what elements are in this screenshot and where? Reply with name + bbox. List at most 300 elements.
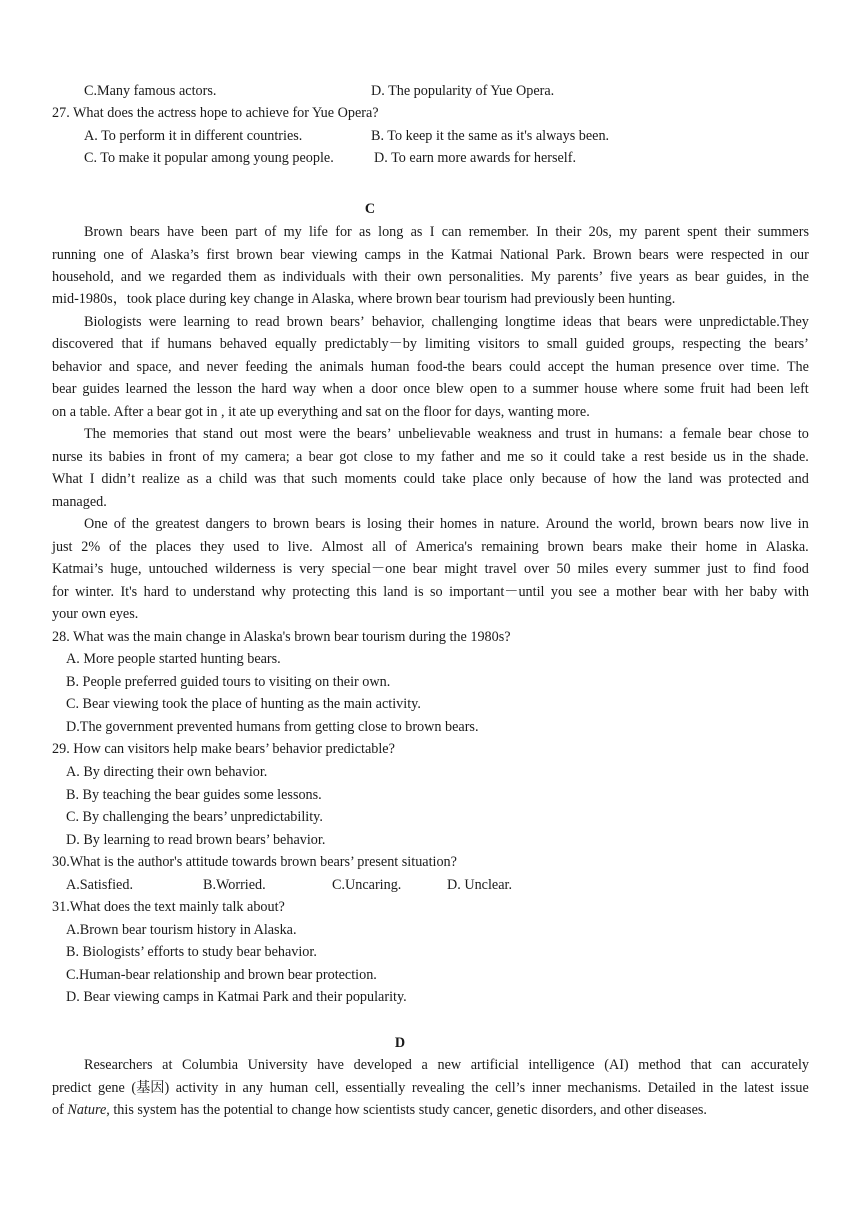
word: space, <box>136 359 172 375</box>
word: every <box>615 561 648 577</box>
word: limiting <box>425 336 470 352</box>
word: bears’ <box>356 426 392 442</box>
word: a <box>358 381 366 397</box>
word: longtime <box>504 314 556 330</box>
word: it <box>549 449 558 465</box>
word: I <box>89 471 95 487</box>
word: why <box>261 584 286 600</box>
word: gene <box>97 1080 125 1096</box>
justified-line <box>52 266 809 288</box>
word: her <box>725 584 744 600</box>
word: land <box>383 584 408 600</box>
word: protected <box>728 471 782 487</box>
justified-line <box>84 1054 809 1076</box>
word: if <box>150 336 160 352</box>
word: their <box>407 516 434 532</box>
word: were <box>664 314 692 330</box>
word: open <box>469 381 498 397</box>
passage-d-line3-pre: of <box>52 1102 68 1118</box>
word: could <box>509 359 541 375</box>
word: Alaska. <box>765 539 809 555</box>
word: learned <box>125 381 168 397</box>
word: predict <box>52 1080 92 1096</box>
word: just <box>707 561 728 577</box>
justified-line <box>52 244 809 266</box>
word: me <box>506 449 525 465</box>
q29-option-b: B. By teaching the bear guides some lessons. <box>66 787 322 803</box>
passage-c-p1-line1 <box>84 221 809 243</box>
word: developed <box>353 1057 412 1073</box>
q27-stem: 27. What does the actress hope to achieve for Yue Opera? <box>52 105 379 121</box>
word: Brown <box>84 224 123 240</box>
q28-stem: 28. What was the main change in Alaska's brown bear tourism during the 1980s? <box>52 629 511 645</box>
word: in <box>732 449 744 465</box>
word: groups, <box>632 336 675 352</box>
q29-option-a: A. By directing their own behavior. <box>66 764 268 780</box>
word: in <box>224 1080 236 1096</box>
word: protecting <box>292 584 350 600</box>
word: discovered <box>52 336 114 352</box>
word: a <box>205 471 212 487</box>
word: respecting <box>682 336 741 352</box>
word: of <box>202 449 215 465</box>
word: household, <box>52 269 114 285</box>
word: were <box>148 314 177 330</box>
word: (基因) <box>131 1080 170 1096</box>
passage-c-p2-line1 <box>84 311 809 333</box>
word: spent <box>687 224 718 240</box>
word: mother <box>615 584 657 600</box>
word: very <box>299 561 325 577</box>
word: and <box>178 359 200 375</box>
word: was <box>699 471 722 487</box>
word: in <box>151 449 163 465</box>
word: parent <box>644 224 680 240</box>
word: shade. <box>772 449 809 465</box>
word: small <box>546 336 578 352</box>
q31-option-b: B. Biologists’ efforts to study bear behavior. <box>66 944 317 960</box>
word: could <box>403 471 436 487</box>
word: predictably－by <box>324 336 417 352</box>
word: house <box>584 381 618 397</box>
word: as <box>676 269 688 285</box>
word: is <box>351 516 361 532</box>
word: is <box>414 584 424 600</box>
word: years <box>639 269 670 285</box>
word: where <box>623 381 659 397</box>
word: to <box>175 584 187 600</box>
word: places <box>155 539 192 555</box>
word: method <box>638 1057 681 1073</box>
word: Columbia <box>182 1057 239 1073</box>
word: bears <box>315 516 346 532</box>
word: take <box>441 471 466 487</box>
word: now <box>739 516 765 532</box>
word: been <box>201 224 228 240</box>
word: miles <box>577 561 609 577</box>
word: a <box>669 426 676 442</box>
word: read <box>255 314 280 330</box>
q30-option-c: C.Uncaring. <box>332 877 402 893</box>
word: beside <box>670 449 707 465</box>
word: What <box>52 471 83 487</box>
word: as <box>263 269 276 285</box>
word: some <box>664 381 695 397</box>
word: its <box>89 449 103 465</box>
q28-option-b: B. People preferred guided tours to visiting on their own. <box>66 674 391 690</box>
word: the <box>591 359 609 375</box>
word: the <box>294 359 313 375</box>
q31-option-c: C.Human-bear relationship and brown bear protection. <box>66 967 377 983</box>
word: guided <box>585 336 625 352</box>
word: Park. <box>556 247 586 263</box>
word: remember. <box>468 224 529 240</box>
word: human <box>615 359 655 375</box>
word: so <box>430 584 443 600</box>
word: way <box>292 381 317 397</box>
word: bears <box>471 359 502 375</box>
word: revealing <box>411 1080 465 1096</box>
passage-c-p4-line2 <box>52 536 809 558</box>
word: camps <box>364 247 401 263</box>
word: never <box>206 359 239 375</box>
word: have <box>167 224 194 240</box>
justified-line <box>52 446 809 468</box>
word: and <box>108 359 130 375</box>
word: mechanisms. <box>567 1080 642 1096</box>
word: place <box>472 471 503 487</box>
word: you <box>550 584 573 600</box>
word: homes <box>440 516 478 532</box>
word: bear <box>727 426 753 442</box>
passage-c-p3-line1 <box>84 423 809 445</box>
passage-c-p3-line2 <box>52 446 809 468</box>
word: that <box>283 471 305 487</box>
word: running <box>52 247 97 263</box>
word: America's <box>415 539 473 555</box>
word: didn’t <box>101 471 136 487</box>
word: the <box>238 381 256 397</box>
word: own <box>417 269 442 285</box>
passage-c-p3-line3 <box>52 468 809 490</box>
word: parents’ <box>557 269 604 285</box>
passage-c-p4-line4 <box>52 581 809 603</box>
word: guides <box>82 381 120 397</box>
word: to <box>503 381 515 397</box>
word: could <box>563 449 596 465</box>
word: brown <box>547 539 584 555</box>
word: in <box>408 247 420 263</box>
passage-d-line1 <box>84 1054 809 1076</box>
q28-option-a: A. More people started hunting bears. <box>66 651 281 667</box>
word: front <box>168 449 197 465</box>
word: world, <box>618 516 656 532</box>
word: in <box>483 516 495 532</box>
word: Katmai’s <box>52 561 104 577</box>
word: the <box>595 516 613 532</box>
word: memories <box>112 426 169 442</box>
word: nature. <box>500 516 540 532</box>
word: brown <box>272 516 310 532</box>
word: intelligence <box>528 1057 595 1073</box>
q27-option-b: B. To keep it the same as it's always been. <box>371 128 610 144</box>
q27-option-a: A. To perform it in different countries. <box>84 128 303 144</box>
word: accept <box>547 359 585 375</box>
word: untouched <box>148 561 208 577</box>
section-d-title: D <box>394 1035 406 1051</box>
word: visitors <box>478 336 520 352</box>
word: of <box>264 224 277 240</box>
word: animals <box>319 359 364 375</box>
word: that <box>175 426 197 442</box>
word: 20s, <box>588 224 612 240</box>
word: the <box>129 539 147 555</box>
word: land <box>668 471 693 487</box>
word: bear <box>694 269 720 285</box>
word: One <box>84 516 108 532</box>
word: summers <box>757 224 809 240</box>
word: winter. <box>74 584 114 600</box>
word: left <box>789 381 809 397</box>
word: used <box>233 539 260 555</box>
word: In <box>536 224 549 240</box>
passage-c-p2-line3 <box>52 356 809 378</box>
word: personalities. <box>448 269 524 285</box>
word: a <box>296 449 303 465</box>
word: behaved <box>219 336 267 352</box>
word: a <box>631 449 638 465</box>
word: child <box>218 471 248 487</box>
word: that <box>598 314 621 330</box>
word: and <box>480 449 501 465</box>
word: when <box>322 381 353 397</box>
word: might <box>444 561 478 577</box>
word: to <box>734 561 746 577</box>
word: equally <box>275 336 317 352</box>
word: bear <box>279 247 305 263</box>
word: baby <box>749 584 778 600</box>
word: five <box>610 269 633 285</box>
word: for <box>52 584 69 600</box>
passage-c-p4-line1 <box>84 513 809 535</box>
word: humans <box>167 336 212 352</box>
word: any <box>242 1080 264 1096</box>
word: essentially <box>345 1080 406 1096</box>
word: My <box>530 269 551 285</box>
word: over <box>718 359 744 375</box>
q27-option-d: D. To earn more awards for herself. <box>374 150 577 166</box>
word: with <box>783 584 809 600</box>
word: my <box>416 449 435 465</box>
word: how <box>612 471 637 487</box>
word: the <box>131 516 150 532</box>
word: and <box>120 269 142 285</box>
justified-line <box>84 311 809 333</box>
word: close <box>363 449 393 465</box>
word: had <box>730 381 752 397</box>
q31-option-d: D. Bear viewing camps in Katmai Park and their popularity. <box>66 989 407 1005</box>
word: Biologists <box>84 314 142 330</box>
word: trust <box>565 426 591 442</box>
word: Around <box>545 516 589 532</box>
word: summer <box>654 561 700 577</box>
word: food <box>782 561 809 577</box>
word: door <box>371 381 398 397</box>
word: bears <box>592 539 623 555</box>
word: the <box>643 471 662 487</box>
passage-c-p4-line3 <box>52 558 809 580</box>
word: artificial <box>470 1057 519 1073</box>
word: dangers <box>205 516 250 532</box>
word: babies <box>108 449 145 465</box>
passage-c-p2-line4 <box>52 378 809 400</box>
word: to <box>237 314 249 330</box>
word: ideas <box>562 314 592 330</box>
word: father <box>440 449 474 465</box>
word: have <box>317 1057 344 1073</box>
justified-line <box>52 581 809 603</box>
word: special－one <box>331 561 406 577</box>
word: and <box>538 426 559 442</box>
q28-option-d: D.The government prevented humans from getting close to brown bears. <box>66 719 479 735</box>
word: for <box>335 224 352 240</box>
word: important－until <box>449 584 545 600</box>
word: summer <box>532 381 579 397</box>
word: unbelievable <box>398 426 471 442</box>
justified-line <box>52 356 809 378</box>
section-c-title: C <box>364 201 376 217</box>
word: can <box>441 224 462 240</box>
justified-line <box>52 378 809 400</box>
word: inner <box>531 1080 561 1096</box>
word: Katmai <box>450 247 493 263</box>
word: to <box>255 516 267 532</box>
word: the <box>791 269 809 285</box>
word: understand <box>192 584 256 600</box>
word: first <box>206 247 230 263</box>
word: bears’ <box>330 314 365 330</box>
word: them <box>228 269 257 285</box>
word: is <box>282 561 293 577</box>
word: bear <box>52 381 77 397</box>
word: been <box>757 381 784 397</box>
word: blew <box>436 381 464 397</box>
word: travel <box>484 561 517 577</box>
word: they <box>199 539 225 555</box>
word: a <box>421 1057 428 1073</box>
justified-line <box>52 333 809 355</box>
word: part <box>235 224 258 240</box>
word: 50 <box>556 561 571 577</box>
word: at <box>162 1057 173 1073</box>
word: bears <box>627 314 658 330</box>
justified-line <box>52 468 809 490</box>
word: once <box>403 381 431 397</box>
q26-option-c: C.Many famous actors. <box>84 83 217 99</box>
word: 2% <box>81 539 101 555</box>
justified-line <box>52 536 809 558</box>
word: remaining <box>481 539 539 555</box>
word: brown <box>236 247 273 263</box>
word: only <box>509 471 535 487</box>
word: to <box>399 449 411 465</box>
word: such <box>311 471 338 487</box>
word: greatest <box>155 516 200 532</box>
word: can <box>721 1057 742 1073</box>
word: female <box>682 426 722 442</box>
word: just <box>52 539 73 555</box>
word: Almost <box>321 539 364 555</box>
word: National <box>500 247 549 263</box>
word: fruit <box>700 381 725 397</box>
word: this <box>356 584 377 600</box>
word: bear <box>308 449 334 465</box>
word: issue <box>780 1080 809 1096</box>
word: make <box>631 539 663 555</box>
word: brown <box>661 516 698 532</box>
word: hard <box>261 381 287 397</box>
word: were <box>298 426 327 442</box>
word: their <box>670 539 697 555</box>
word: that <box>121 336 143 352</box>
word: bears <box>638 247 669 263</box>
word: in <box>773 269 785 285</box>
word: most <box>264 426 293 442</box>
word: Brown <box>592 247 632 263</box>
word: us <box>713 449 726 465</box>
word: respected <box>710 247 765 263</box>
word: all <box>371 539 387 555</box>
word: find <box>752 561 776 577</box>
word: over <box>524 561 550 577</box>
word: out <box>239 426 258 442</box>
word: hard <box>143 584 169 600</box>
word: the <box>471 1080 489 1096</box>
word: we <box>148 269 165 285</box>
word: humans: <box>614 426 664 442</box>
word: of <box>113 516 126 532</box>
word: cell’s <box>495 1080 526 1096</box>
q30-stem: 30.What is the author's attitude towards brown bears’ present situation? <box>52 854 457 870</box>
word: in <box>745 539 757 555</box>
passage-c-p1-line3 <box>52 266 809 288</box>
word: stand <box>203 426 234 442</box>
passage-c-p4-line5: your own eyes. <box>52 606 139 622</box>
word: the <box>173 381 191 397</box>
word: human <box>269 1080 309 1096</box>
word: in <box>597 426 609 442</box>
word: as <box>359 224 371 240</box>
word: It's <box>120 584 138 600</box>
word: as <box>410 224 423 240</box>
q30-option-a: A.Satisfied. <box>66 877 133 893</box>
word: nurse <box>52 449 83 465</box>
word: their <box>724 224 751 240</box>
justified-line <box>52 558 809 580</box>
q29-option-c: C. By challenging the bears’ unpredictability. <box>66 809 323 825</box>
word: was <box>254 471 277 487</box>
word: live <box>770 516 792 532</box>
word: The <box>786 359 809 375</box>
word: to <box>527 336 539 352</box>
word: human <box>370 359 410 375</box>
word: of <box>131 247 143 263</box>
word: huge, <box>110 561 142 577</box>
word: and <box>788 471 809 487</box>
q29-option-d: D. By learning to read brown bears’ behavior. <box>66 832 326 848</box>
word: a <box>520 381 527 397</box>
q27-option-c: C. To make it popular among young people. <box>84 150 334 166</box>
